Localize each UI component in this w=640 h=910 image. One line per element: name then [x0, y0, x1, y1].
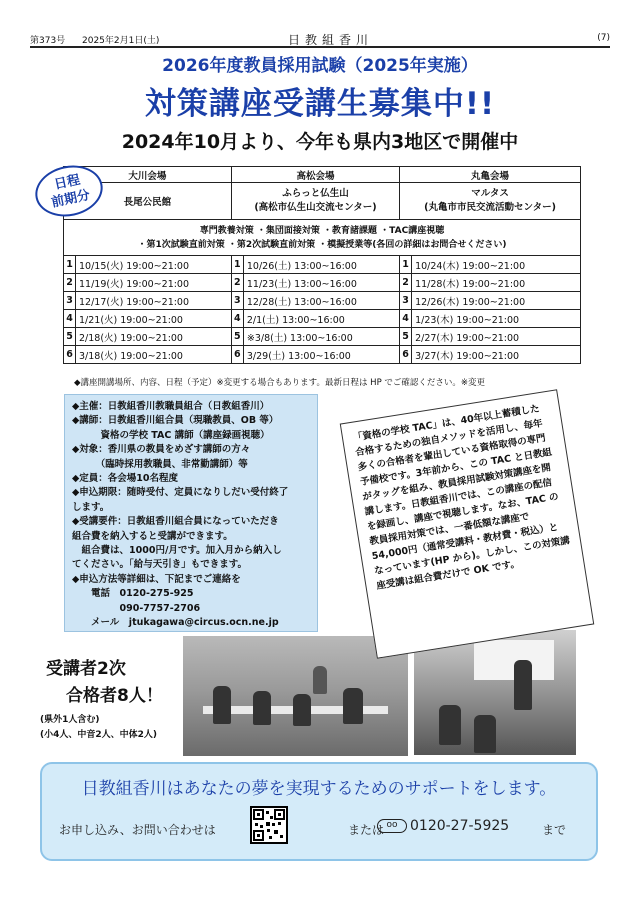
session-number: 2	[400, 274, 412, 292]
okawa-session: 10/15(火) 19:00~21:00	[76, 256, 232, 274]
session-number: 4	[64, 310, 76, 328]
venue-header-row	[64, 167, 581, 183]
okawa-session: 12/17(火) 19:00~21:00	[76, 292, 232, 310]
schedule-row	[64, 346, 581, 364]
course-line1: 専門教養対策 ・集団面接対策 ・教育諸課題 ・TAC講座視聴	[199, 225, 445, 236]
marugame-session: 10/24(木) 19:00~21:00	[412, 256, 581, 274]
freedial-number[interactable]	[377, 818, 509, 834]
session-number: 6	[231, 346, 243, 364]
made-label: まで	[542, 823, 567, 837]
badge-line2: 前期分	[50, 187, 92, 211]
session-number: 2	[231, 274, 243, 292]
headline-schedule: 2024年10月より、今年も県内3地区で開催中	[121, 131, 519, 153]
session-number: 1	[400, 256, 412, 274]
session-number: 5	[64, 328, 76, 346]
tac-note: 「資格の学校 TAC」は、40年以上蓄積した合格するための独自メソッドを活用し、毎年多くの合格者を輩出している資格取得の専門予備校です。3年前から、この TAC と日教組がタッグを組み、教員採用試験対策講座を開講します。日教組香川では、この講座の配信を録画し、講座で視聴します。なお、TAC の教員採用対策では、一番低額な講座で54,000円（通常受講料・教材費・税込）となっています(HP から)。しかし、この対策講座受講は組合費だけで OK です。	[340, 389, 595, 658]
phone-line: 090-7757-2706	[72, 602, 201, 614]
venue-marugame-place	[400, 183, 581, 220]
pass-stats	[40, 654, 200, 740]
schedule-row	[64, 328, 581, 346]
session-number: 4	[400, 310, 412, 328]
takamatsu-session: ※3/8(土) 13:00~16:00	[243, 328, 399, 346]
info-line: 組合費は、1000円/月です。加入月から納入し	[72, 545, 282, 557]
venue-takamatsu-place-main: ふらっと仏生山	[282, 188, 349, 199]
badge-line1: 日程	[52, 172, 82, 193]
email-line: メール jtukagawa@circus.ocn.ne.jp	[72, 617, 279, 629]
takamatsu-session: 2/1(土) 13:00~16:00	[243, 310, 399, 328]
issue-number: 第373号	[30, 36, 66, 46]
info-line: ◆申込方法等詳細は、下記までご連絡を	[72, 573, 241, 585]
info-line: ◆講師：日教組香川組合員（現職教員、OB 等）	[72, 415, 279, 427]
course-content-row	[64, 220, 581, 256]
info-line: ◆定員：各会場10名程度	[72, 473, 179, 485]
schedule-note: ◆講座開講場所、内容、日程（予定）※変更する場合もあります。最新日程は HP でご確認ください。※変更	[74, 378, 486, 388]
session-number: 2	[64, 274, 76, 292]
session-number: 5	[231, 328, 243, 346]
venue-takamatsu-place-sub: (高松市仏生山交流センター)	[254, 202, 377, 213]
person-figure	[439, 705, 461, 745]
info-line: ◆対象：香川県の教員をめざす講師の方々	[72, 444, 251, 456]
okawa-session: 2/18(火) 19:00~21:00	[76, 328, 232, 346]
session-number: 6	[64, 346, 76, 364]
person-figure	[313, 666, 327, 694]
takamatsu-session: 12/28(土) 13:00~16:00	[243, 292, 399, 310]
session-number: 1	[231, 256, 243, 274]
venue-okawa-name: 大川会場	[64, 167, 232, 183]
info-line: します。	[72, 501, 110, 513]
session-number: 1	[64, 256, 76, 274]
stats-line2: 合格者8人！	[66, 686, 163, 706]
okawa-session: 11/19(火) 19:00~21:00	[76, 274, 232, 292]
takamatsu-session: 10/26(土) 13:00~16:00	[243, 256, 399, 274]
venue-takamatsu-name: 高松会場	[231, 167, 399, 183]
person-figure	[293, 694, 311, 726]
venue-takamatsu-place	[231, 183, 399, 220]
or-label: または	[348, 823, 385, 837]
venue-marugame-place-sub: (丸亀市市民交流活動センター)	[424, 202, 556, 213]
venue-marugame-place-main: マルタス	[471, 188, 509, 199]
okawa-session: 3/18(火) 19:00~21:00	[76, 346, 232, 364]
person-figure	[514, 660, 532, 710]
qr-code-icon	[252, 808, 286, 842]
inquiry-label: お申し込み、お問い合わせは	[59, 823, 216, 837]
newspaper-header	[30, 30, 610, 48]
slogan: 日教組香川はあなたの夢を実現するためのサポートをします。	[81, 779, 557, 799]
qr-code[interactable]	[250, 806, 288, 844]
person-figure	[474, 715, 496, 753]
stats-line4: (小4人、中音2人、中体2人)	[40, 730, 158, 740]
info-box	[64, 394, 318, 632]
classroom-photo	[183, 636, 408, 756]
schedule-row	[64, 274, 581, 292]
freedial-icon: oo	[377, 819, 407, 833]
course-line2: ・第1次試験直前対策 ・第2次試験直前対策 ・模擬授業等(各回の詳細はお問合せください)	[137, 239, 507, 250]
marugame-session: 2/27(木) 19:00~21:00	[412, 328, 581, 346]
info-line: （臨時採用教職員、非常勤講師）等	[72, 458, 248, 470]
marugame-session: 11/28(木) 19:00~21:00	[412, 274, 581, 292]
marugame-session: 1/23(木) 19:00~21:00	[412, 310, 581, 328]
venue-place-row	[64, 183, 581, 220]
headline-sub: 2026年度教員採用試験（2025年実施）	[162, 56, 478, 76]
venue-marugame-name: 丸亀会場	[400, 167, 581, 183]
person-figure	[213, 686, 231, 724]
session-number: 3	[400, 292, 412, 310]
marugame-session: 3/27(木) 19:00~21:00	[412, 346, 581, 364]
schedule-table	[63, 166, 581, 364]
schedule-row	[64, 310, 581, 328]
info-line: ◆受講要件：日教組香川組合員になっていただき	[72, 516, 279, 528]
info-line: 資格の学校 TAC 講師（講座録画視聴）	[72, 429, 270, 441]
session-number: 4	[231, 310, 243, 328]
session-number: 6	[400, 346, 412, 364]
issue-date: 2025年2月1日(土)	[82, 36, 160, 46]
venue-okawa-place-sub: 長尾公民館	[123, 197, 172, 208]
schedule-row	[64, 256, 581, 274]
info-line: ◆主催：日教組香川教職員組合（日教組香川）	[72, 401, 270, 412]
info-line: ◆申込期限：随時受付、定員になりしだい受付終了	[72, 487, 289, 499]
info-line: てください。「給与天引き」もできます。	[72, 559, 247, 571]
stats-line1: 受講者2次	[46, 659, 126, 679]
course-content	[64, 220, 581, 256]
info-line: 組合費を納入すると受講ができます。	[72, 530, 233, 542]
okawa-session: 1/21(火) 19:00~21:00	[76, 310, 232, 328]
session-number: 5	[400, 328, 412, 346]
paper-name: 日教組香川	[288, 33, 374, 47]
schedule-row	[64, 292, 581, 310]
session-number: 3	[231, 292, 243, 310]
takamatsu-session: 3/29(土) 13:00~16:00	[243, 346, 399, 364]
person-figure	[253, 691, 271, 725]
phone-line: 電話 0120-275-925	[72, 588, 194, 600]
contact-box	[40, 762, 598, 861]
stats-line3: (県外1人含む)	[40, 715, 100, 725]
session-number: 3	[64, 292, 76, 310]
page-number: (7)	[597, 33, 610, 43]
person-figure	[343, 688, 363, 724]
headline-main: 対策講座受講生募集中!!	[144, 86, 496, 122]
freedial-number-text: 0120-27-5925	[410, 818, 510, 834]
takamatsu-session: 11/23(土) 13:00~16:00	[243, 274, 399, 292]
marugame-session: 12/26(木) 19:00~21:00	[412, 292, 581, 310]
